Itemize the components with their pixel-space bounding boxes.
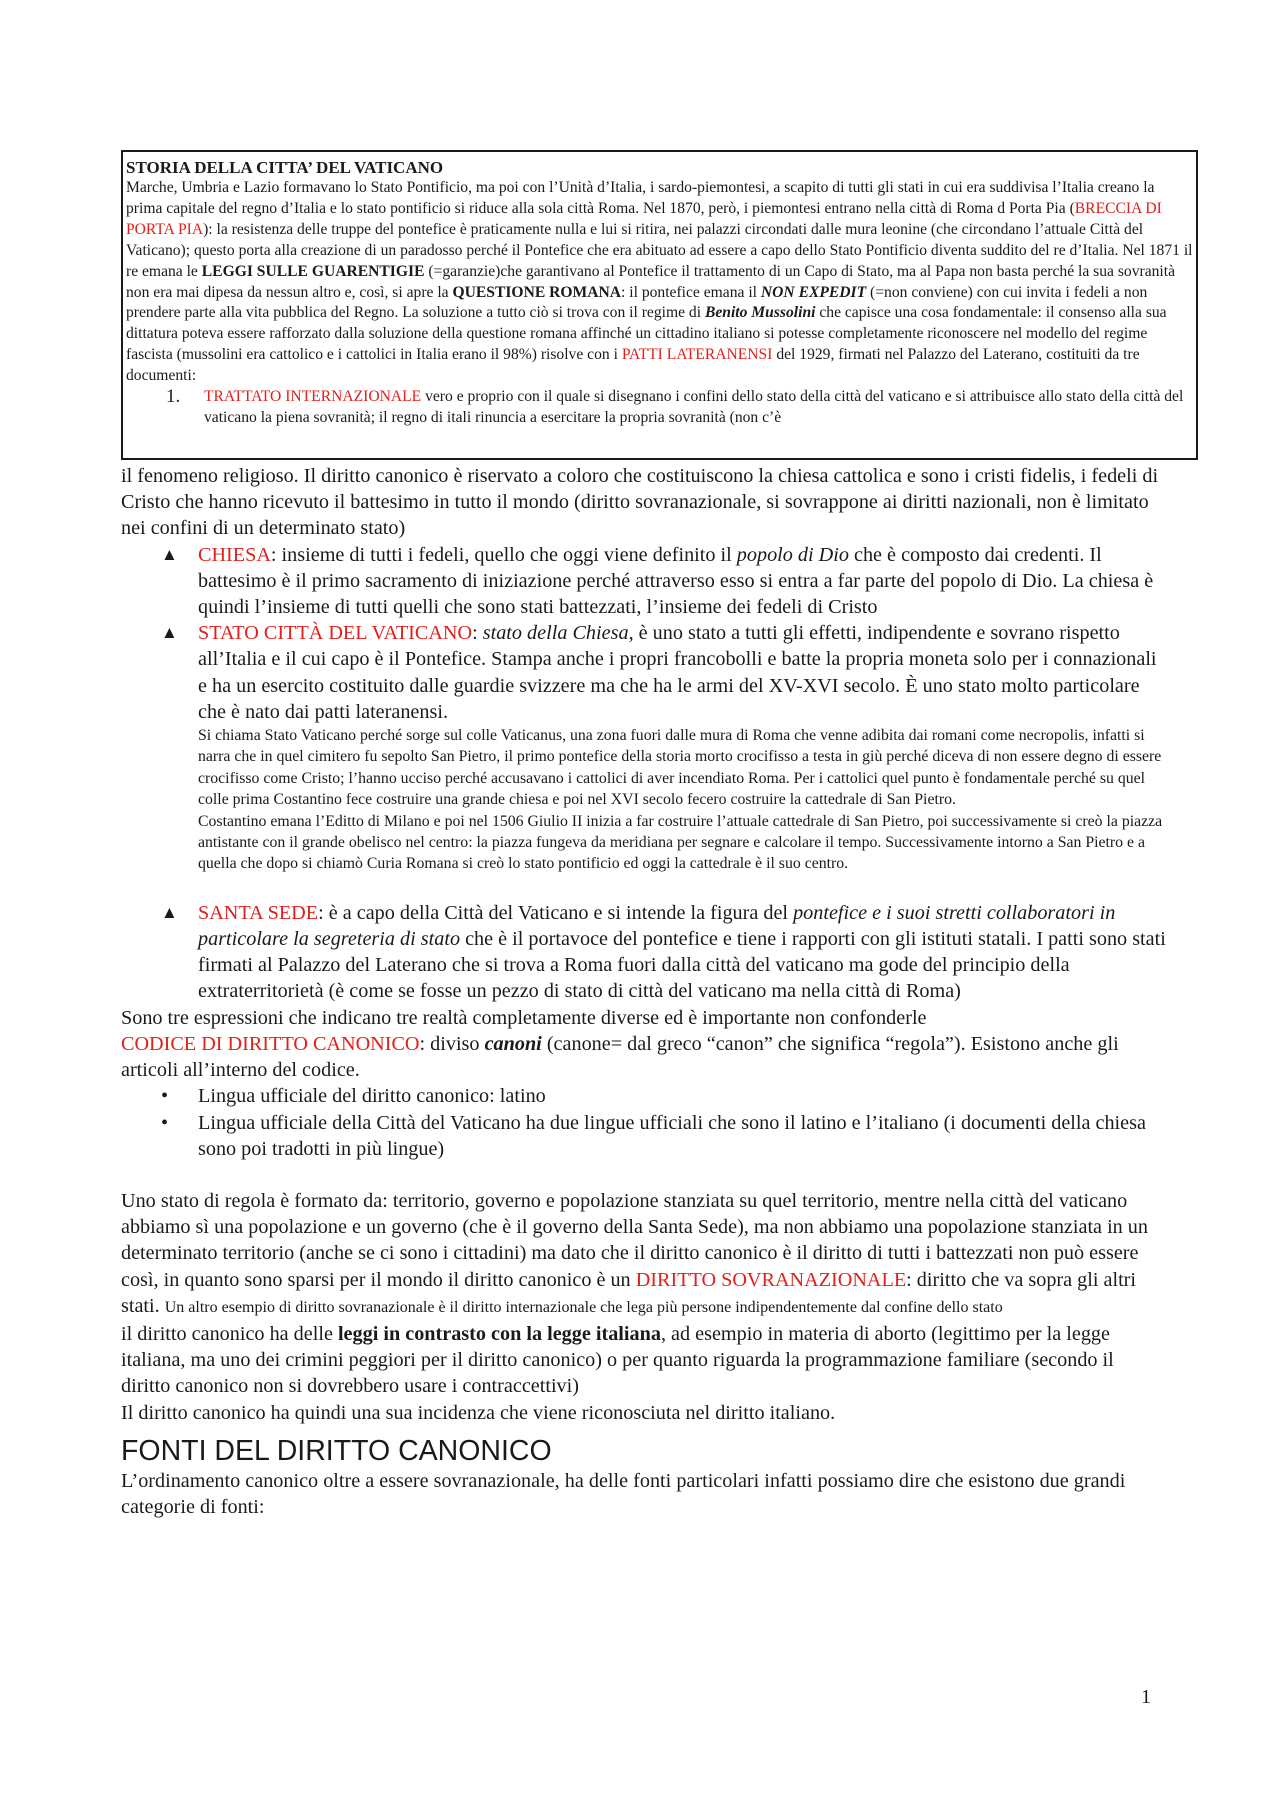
leggi-contrasto-paragraph: il diritto canonico ha delle leggi in contrasto con la legge italiana, ad esempio in materia di aborto (legittimo per la legge italiana, ma uno dei crimini peggiori per il diritto canonico) o per quanto riguarda la programmazione familiare (secondo il diritto canonico non si dovrebbero usare i contraccettivi)	[121, 1322, 1114, 1398]
questione-romana: QUESTIONE ROMANA	[452, 283, 622, 301]
breccia-highlight: BRECCIA DI PORTA PIA	[126, 199, 1162, 238]
page-number: 1	[1141, 1686, 1151, 1708]
triangle-bullet-icon: ▲	[161, 623, 178, 643]
list-item-chiesa: ▲ CHIESA: insieme di tutti i fedeli, quello che oggi viene definito il popolo di Dio che è composto dai credenti. Il battesimo è il primo sacramento di iniziazione perché attraverso esso si entra a far parte del popolo di Dio. La chiesa è quindi l’insieme di tutti quelli che sono stati battezzati, l’insieme dei fedeli di Cristo	[161, 543, 1154, 619]
codice-label: CODICE DI DIRITTO CANONICO	[121, 1032, 420, 1055]
codice-paragraph: CODICE DI DIRITTO CANONICO: diviso canoni (canone= dal greco “canon” che significa “regola”). Esistono anche gli articoli all’interno del codice.	[121, 1032, 1119, 1082]
stato-label: STATO CITTÀ DEL VATICANO	[198, 622, 473, 645]
box-title: STORIA DELLA CITTA’ DEL VATICANO	[126, 158, 444, 177]
numbered-item-1: 1. TRATTATO INTERNAZIONALE vero e proprio con il quale si disegnano i confini dello stato della città del vaticano e si attribuisce allo stato della città del vaticano la piena sovranità; il regno di itali rinuncia a esercitare la propria sovranità (non c’è	[166, 386, 1184, 426]
triangle-bullet-icon: ▲	[161, 902, 178, 922]
chiesa-label: CHIESA	[198, 543, 271, 566]
list-number: 1.	[166, 386, 181, 408]
vatican-history-box	[121, 150, 1198, 460]
bullet-item-lingue: • Lingua ufficiale della Città del Vaticano ha due lingue ufficiali che sono il latino e l’italiano (i documenti della chiesa sono poi tradotti in più lingue)	[161, 1111, 1146, 1160]
bullet-item-latino: • Lingua ufficiale del diritto canonico: latino	[121, 1083, 1166, 1109]
triangle-bullet-icon: ▲	[161, 544, 178, 564]
fonti-paragraph: L’ordinamento canonico oltre a essere sovranazionale, ha delle fonti particolari infatti possiamo dire che esistono due grandi categorie di fonti:	[121, 1469, 1126, 1518]
incidenza-paragraph: Il diritto canonico ha quindi una sua incidenza che viene riconosciuta nel diritto italiano.	[121, 1401, 836, 1424]
list-item-santa-sede: ▲ SANTA SEDE: è a capo della Città del Vaticano e si intende la figura del pontefice e i suoi stretti collaboratori in particolare la segreteria di stato che è il portavoce del pontefice e tiene i rapporti con gli istituti statali. I patti sono stati firmati al Palazzo del Laterano che si trova a Roma fuori dalla città del vaticano ma gode del principio della extraterritorietà (è come se fosse un pezzo di stato di città del vaticano ma nella città di Roma)	[161, 901, 1166, 1003]
intro-paragraph: il fenomeno religioso. Il diritto canonico è riservato a coloro che costituiscono la chiesa cattolica e sono i cristi fidelis, i fedeli di Cristo che hanno ricevuto il battesimo in tutto il mondo (diritto sovranazionale, si sovrappone ai diritti nazionali, non è limitato nei confini di un determinato stato)	[121, 465, 1159, 540]
list-item-stato: ▲ STATO CITTÀ DEL VATICANO: stato della Chiesa, è uno stato a tutti gli effetti, indipendente e sovrano rispetto all’Italia e il cui capo è il Pontefice. Stampa anche i propri francobolli e batte la propria moneta solo per i connazionali e ha un esercito costituito dalle guardie svizzere ma che ha le armi del XV-XVI secolo. È uno stato molto particolare che è nato dai patti lateranensi.	[161, 622, 1157, 723]
trattato-label: TRATTATO INTERNAZIONALE	[204, 388, 422, 406]
tre-espressioni-paragraph: Sono tre espressioni che indicano tre realtà completamente diverse ed è importante non confonderle	[121, 1006, 927, 1029]
diritto-sovranazionale-label: DIRITTO SOVRANAZIONALE	[635, 1268, 907, 1291]
patti-lateranensi-highlight: PATTI LATERANENSI	[621, 346, 773, 364]
main-text	[121, 463, 1166, 1520]
bullet-dot-icon: •	[161, 1085, 169, 1108]
leggi-guarentigie: LEGGI SULLE GUARENTIGIE	[201, 262, 425, 280]
non-expedit: NON EXPEDIT	[760, 283, 867, 301]
santa-sede-label: SANTA SEDE	[198, 901, 319, 924]
mussolini-name: Benito Mussolini	[704, 304, 816, 322]
section-heading: FONTI DEL DIRITTO CANONICO	[121, 1434, 552, 1467]
box-paragraph: Marche, Umbria e Lazio formavano lo Stato Pontificio, ma poi con l’Unità d’Italia, i sardo-piemontesi, a scapito di tutti gli stati in cui era suddivisa l’Italia creano la prima capitale del regno d’Italia e lo stato pontificio si riduce alla sola città Roma. Nel 1870, però, i piemontesi entrano nella città di Roma d Porta Pia (BRECCIA DI PORTA PIA): la resistenza delle truppe del pontefice è praticamente nulla e lui si ritira, nei palazzi circondati dalle mura leonine (che circondano l’attuale Città del Vaticano); questo porta alla creazione di un paradosso perché il Pontefice che era abituato ad essere a capo dello Stato Pontificio diventa suddito del re d’Italia. Nel 1871 il re emana le LEGGI SULLE GUARENTIGIE (=garanzie)che garantivano al Pontefice il trattamento di un Capo di Stato, ma al Papa non basta perché la sua sovranità non era mai dipesa da nessun altro e, così, si apre la QUESTIONE ROMANA: il pontefice emana il NON EXPEDIT (=non conviene) con cui invita i fedeli a non prendere parte alla vita pubblica del Regno. La soluzione a tutto ciò si trova con il regime di Benito Mussolini che capisce una cosa fondamentale: il consenso alla sua dittatura poteva essere rafforzato dalla soluzione della questione romana affinché un cittadino italiano si potesse completamente riconoscere nel modello del regime fascista (mussolini era cattolico e i cattolici in Italia erano il 98%) risolve con i PATTI LATERANENSI del 1929, firmati nel Palazzo del Laterano, costituiti da tre documenti:	[126, 179, 1193, 385]
bullet-dot-icon: •	[161, 1111, 169, 1134]
stato-regola-paragraph: Uno stato di regola è formato da: territorio, governo e popolazione stanziata su quel territorio, mentre nella città del vaticano abbiamo sì una popolazione e un governo (che è il governo della Santa Sede), ma non abbiamo una popolazione stanziata in un determinato territorio (anche se ci sono i cittadini) ma dato che il diritto canonico è il diritto di tutti i battezzati non può essere così, in quanto sono sparsi per il mondo il diritto canonico è un DIRITTO SOVRANAZIONALE: diritto che va sopra gli altri stati. Un altro esempio di diritto sovranazionale è il diritto internazionale che lega più persone indipendentemente dal confine dello stato	[121, 1189, 1148, 1317]
vaticanus-note: Si chiama Stato Vaticano perché sorge sul colle Vaticanus, una zona fuori dalle mura di Roma che venne adibita dai romani come necropolis, infatti si narra che in quel cimitero fu sepolto San Pietro, il primo pontefice della storia morto crocifisso a testa in giù perché diceva di non essere degno di essere crocifisso come Cristo; l’hanno ucciso perché accusavano i cattolici di aver incendiato Roma. Per i cattolici quel punto è fondamentale perché su quel colle prima Costantino fece costruire una grande chiesa e poi nel XVI secolo fecero costruire la cattedrale di San Pietro. Costantino emana l’Editto di Milano e poi nel 1506 Giulio II inizia a far costruire l’attuale cattedrale di San Pietro, poi successivamente si creò la piazza antistante con il grande obelisco nel centro: la piazza fungeva da meridiana per segnare e calcolare il tempo. Successivamente intorno a San Pietro e a quella che dopo si chiamò Curia Romana si creò lo stato pontificio ed oggi la cattedrale è il suo centro.	[198, 727, 1163, 873]
